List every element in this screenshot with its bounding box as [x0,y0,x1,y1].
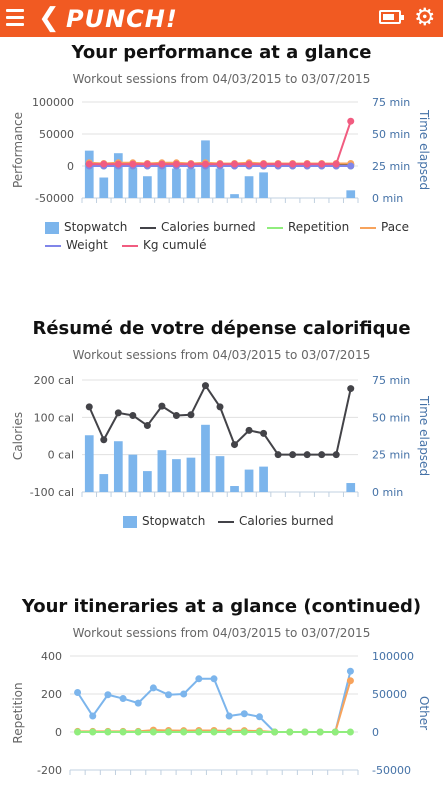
y-tick-label: 200 [41,688,62,701]
bar-stopwatch [216,456,225,492]
data-point [275,451,282,458]
series-line-calories-burned [89,386,350,455]
y-tick-label: 400 [41,650,62,663]
y-tick-label: 100 cal [33,411,74,425]
data-point [275,161,282,168]
legend-swatch-line-icon [45,245,61,247]
data-point [347,729,354,736]
data-point [241,710,248,717]
data-point [301,729,308,736]
legend-item-calories[interactable] [140,220,256,234]
data-point [304,451,311,458]
y2-tick-label: 50 min [372,411,411,425]
data-point [217,403,224,410]
y-tick-label: 0 cal [47,448,74,462]
data-point [104,729,111,736]
legend-item-stopwatch[interactable] [45,220,127,234]
y2-tick-label: 0 [372,726,379,739]
app-header [0,0,443,37]
y-tick-label: -200 [37,764,62,777]
data-point [144,422,151,429]
chart-3-subtitle: Workout sessions from 04/03/2015 to 03/07/2015 [72,626,371,640]
performance-chart [0,95,443,215]
itineraries-chart [0,648,443,788]
data-point [286,729,293,736]
data-point [115,409,122,416]
series-line-kg-cumul- [89,121,350,164]
y2-tick-label: 0 min [372,486,404,499]
data-point [271,729,278,736]
data-point [89,729,96,736]
bar-stopwatch [114,441,123,492]
y2-tick-label: 0 min [372,192,404,205]
calories-chart [0,371,443,501]
bar-stopwatch [230,486,239,492]
bar-stopwatch [172,459,181,492]
chart-1-subtitle: Workout sessions from 04/03/2015 to 03/07/2015 [72,72,371,86]
legend-label: Calories burned [239,514,334,528]
data-point [304,161,311,168]
bar-stopwatch [216,169,225,198]
data-point [180,729,187,736]
data-point [158,161,165,168]
data-point [347,677,354,684]
data-point [256,713,263,720]
data-point [187,161,194,168]
bar-stopwatch [346,483,355,492]
data-point [173,161,180,168]
y2-axis-title: Time elapsed [417,109,431,191]
data-point [86,403,93,410]
data-point [211,675,218,682]
data-point [333,451,340,458]
y-tick-label: 100000 [32,96,74,109]
series-line-pace [78,681,351,732]
chevron-left-icon[interactable]: ❮ [38,3,60,33]
data-point [202,161,209,168]
data-point [74,729,81,736]
bar-stopwatch [99,178,108,198]
y-tick-label: 0 [67,160,74,173]
y-tick-label: 200 cal [33,374,74,387]
bar-stopwatch [158,165,167,198]
data-point [260,161,267,168]
data-point [158,403,165,410]
y2-tick-label: 50 min [372,128,411,141]
data-point [318,161,325,168]
legend-swatch-line-icon [267,227,283,229]
battery-icon[interactable] [379,10,401,24]
bar-stopwatch [99,474,108,492]
bar-stopwatch [245,176,254,198]
legend-item-kg-cumule[interactable] [122,238,207,252]
data-point [231,161,238,168]
legend-swatch-bar-icon [123,516,137,528]
legend-swatch-line-icon [140,227,156,229]
data-point [187,411,194,418]
y2-tick-label: 25 min [372,448,411,462]
y2-tick-label: 75 min [372,96,411,109]
bar-stopwatch [172,169,181,198]
y2-axis-title: Other [417,695,431,731]
data-point [173,412,180,419]
data-point [226,713,233,720]
bar-stopwatch [245,470,254,492]
legend-label: Calories burned [161,220,256,234]
chart-2-subtitle: Workout sessions from 04/03/2015 to 03/07/2015 [72,348,371,362]
data-point [260,430,267,437]
bar-stopwatch [143,176,152,198]
legend-swatch-line-icon [122,245,138,247]
data-point [347,118,354,125]
legend-item-pace[interactable] [360,220,409,234]
data-point [144,161,151,168]
y2-tick-label: 25 min [372,160,411,173]
y2-tick-label: 50000 [372,688,407,701]
data-point [74,689,81,696]
chart-3-title: Your itineraries at a glance (continued) [21,596,422,617]
data-point [289,451,296,458]
data-point [135,700,142,707]
bar-stopwatch [85,151,94,198]
legend-label: Weight [66,238,108,252]
bar-stopwatch [259,467,268,492]
legend-swatch-bar-icon [45,222,59,234]
data-point [211,729,218,736]
data-point [217,161,224,168]
data-point [241,729,248,736]
bar-stopwatch [346,190,355,198]
legend-swatch-line-icon [360,227,376,229]
app-logo: PUNCH! [66,5,178,33]
data-point [129,412,136,419]
data-point [347,385,354,392]
data-point [195,729,202,736]
data-point [100,436,107,443]
legend-item-stopwatch[interactable] [123,514,205,528]
data-point [347,668,354,675]
y2-tick-label: 100000 [372,650,414,663]
legend-label: Repetition [288,220,350,234]
y-axis-title: Performance [11,111,25,189]
legend-item-calories[interactable] [218,514,334,528]
legend-item-weight[interactable] [45,238,108,252]
bar-stopwatch [128,455,137,492]
data-point [115,161,122,168]
data-point [333,161,340,168]
bar-stopwatch [201,425,210,492]
legend-swatch-line-icon [218,521,234,523]
data-point [289,161,296,168]
chart-1-title: Your performance at a glance [71,42,372,63]
data-point [246,161,253,168]
data-point [100,161,107,168]
hamburger-menu-icon[interactable] [6,9,24,27]
bar-stopwatch [158,450,167,492]
data-point [202,382,209,389]
legend-label: Stopwatch [142,514,206,528]
data-point [86,161,93,168]
y-axis-title: Repetition [11,682,25,744]
y2-tick-label: 75 min [372,374,411,387]
data-point [332,729,339,736]
y-axis-title: Calories [11,411,25,461]
y2-tick-label: -50000 [372,764,411,777]
data-point [150,729,157,736]
data-point [104,691,111,698]
bar-stopwatch [259,172,268,198]
bar-stopwatch [187,458,196,492]
y-tick-label: 0 [55,726,62,739]
y-tick-label: 50000 [39,128,74,141]
data-point [231,441,238,448]
bar-stopwatch [143,471,152,492]
y2-axis-title: Time elapsed [417,395,431,477]
data-point [165,729,172,736]
chart-2-title: Résumé de votre dépense calorifique [32,318,411,339]
gear-icon[interactable]: ⚙ [414,3,436,31]
y-tick-label: -100 cal [29,486,74,499]
legend-label: Stopwatch [64,220,128,234]
bar-stopwatch [187,169,196,198]
bar-stopwatch [128,167,137,198]
data-point [318,451,325,458]
data-point [150,684,157,691]
y-tick-label: -50000 [35,192,74,205]
data-point [165,691,172,698]
data-point [180,691,187,698]
data-point [256,729,263,736]
legend-item-repetition[interactable] [267,220,349,234]
data-point [120,729,127,736]
bar-stopwatch [85,435,94,492]
data-point [120,695,127,702]
data-point [135,729,142,736]
data-point [226,729,233,736]
data-point [89,713,96,720]
data-point [195,675,202,682]
legend-label: Pace [381,220,410,234]
data-point [347,163,354,170]
data-point [129,161,136,168]
bar-stopwatch [230,194,239,198]
data-point [317,729,324,736]
legend-label: Kg cumulé [143,238,207,252]
data-point [246,427,253,434]
